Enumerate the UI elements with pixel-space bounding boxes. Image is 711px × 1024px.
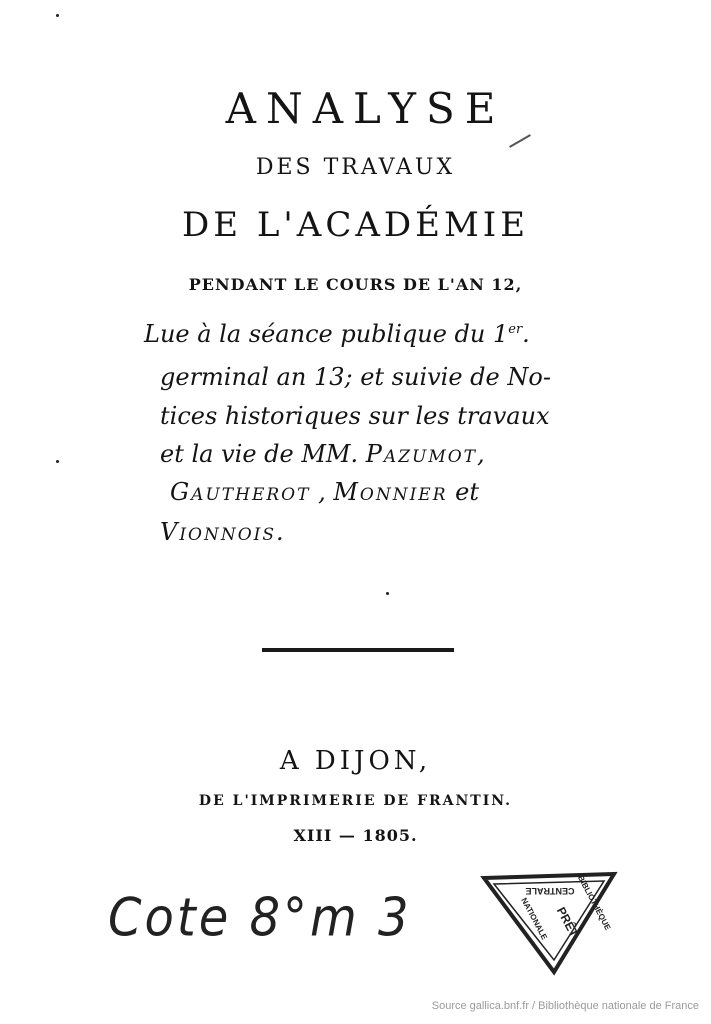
speck <box>56 14 59 17</box>
subtitle-period: PENDANT LE COURS DE L'AN 12, <box>188 275 523 294</box>
name-pazumot: Pazumot <box>365 440 478 468</box>
library-stamp-icon <box>480 870 620 980</box>
handwritten-shelfmark: Cote 8°m 3 <box>108 887 412 949</box>
description-line-6: Vionnois. <box>160 518 284 546</box>
description-line-5: Gautherot , Monnier et <box>170 478 479 506</box>
description-line-4: et la vie de MM. Pazumot, <box>160 440 485 468</box>
stamp-pret: PRÊT <box>553 904 582 940</box>
stamp-bibliotheque: BIBLIOTHÈQUE <box>576 874 613 932</box>
imprint-year: XIII — 1805. <box>293 826 418 845</box>
description-line-2: germinal an 13; et suivie de No- <box>160 363 551 391</box>
pen-mark <box>509 134 531 148</box>
title: ANALYSE <box>225 84 506 133</box>
description-line-1: Lue à la séance publique du 1er. <box>144 320 530 348</box>
speck <box>56 460 59 463</box>
separator-rule <box>262 648 454 652</box>
name-gautherot: Gautherot <box>170 478 311 506</box>
name-vionnois: Vionnois <box>160 518 277 546</box>
source-credit: Source gallica.bnf.fr / Bibliothèque nationale de France <box>431 1000 699 1012</box>
description-line-3: tices historiques sur les travaux <box>160 402 550 430</box>
imprint-printer: DE L'IMPRIMERIE DE FRANTIN. <box>198 793 513 809</box>
subtitle-des-travaux: DES TRAVAUX <box>255 155 456 180</box>
stamp-nationale: NATIONALE <box>519 896 549 942</box>
stamp-centrale: CENTRALE <box>525 886 575 896</box>
imprint-place: A DIJON, <box>279 746 432 776</box>
subtitle-academie: DE L'ACADÉMIE <box>181 205 530 245</box>
speck <box>386 592 389 595</box>
name-monnier: Monnier <box>333 478 448 506</box>
